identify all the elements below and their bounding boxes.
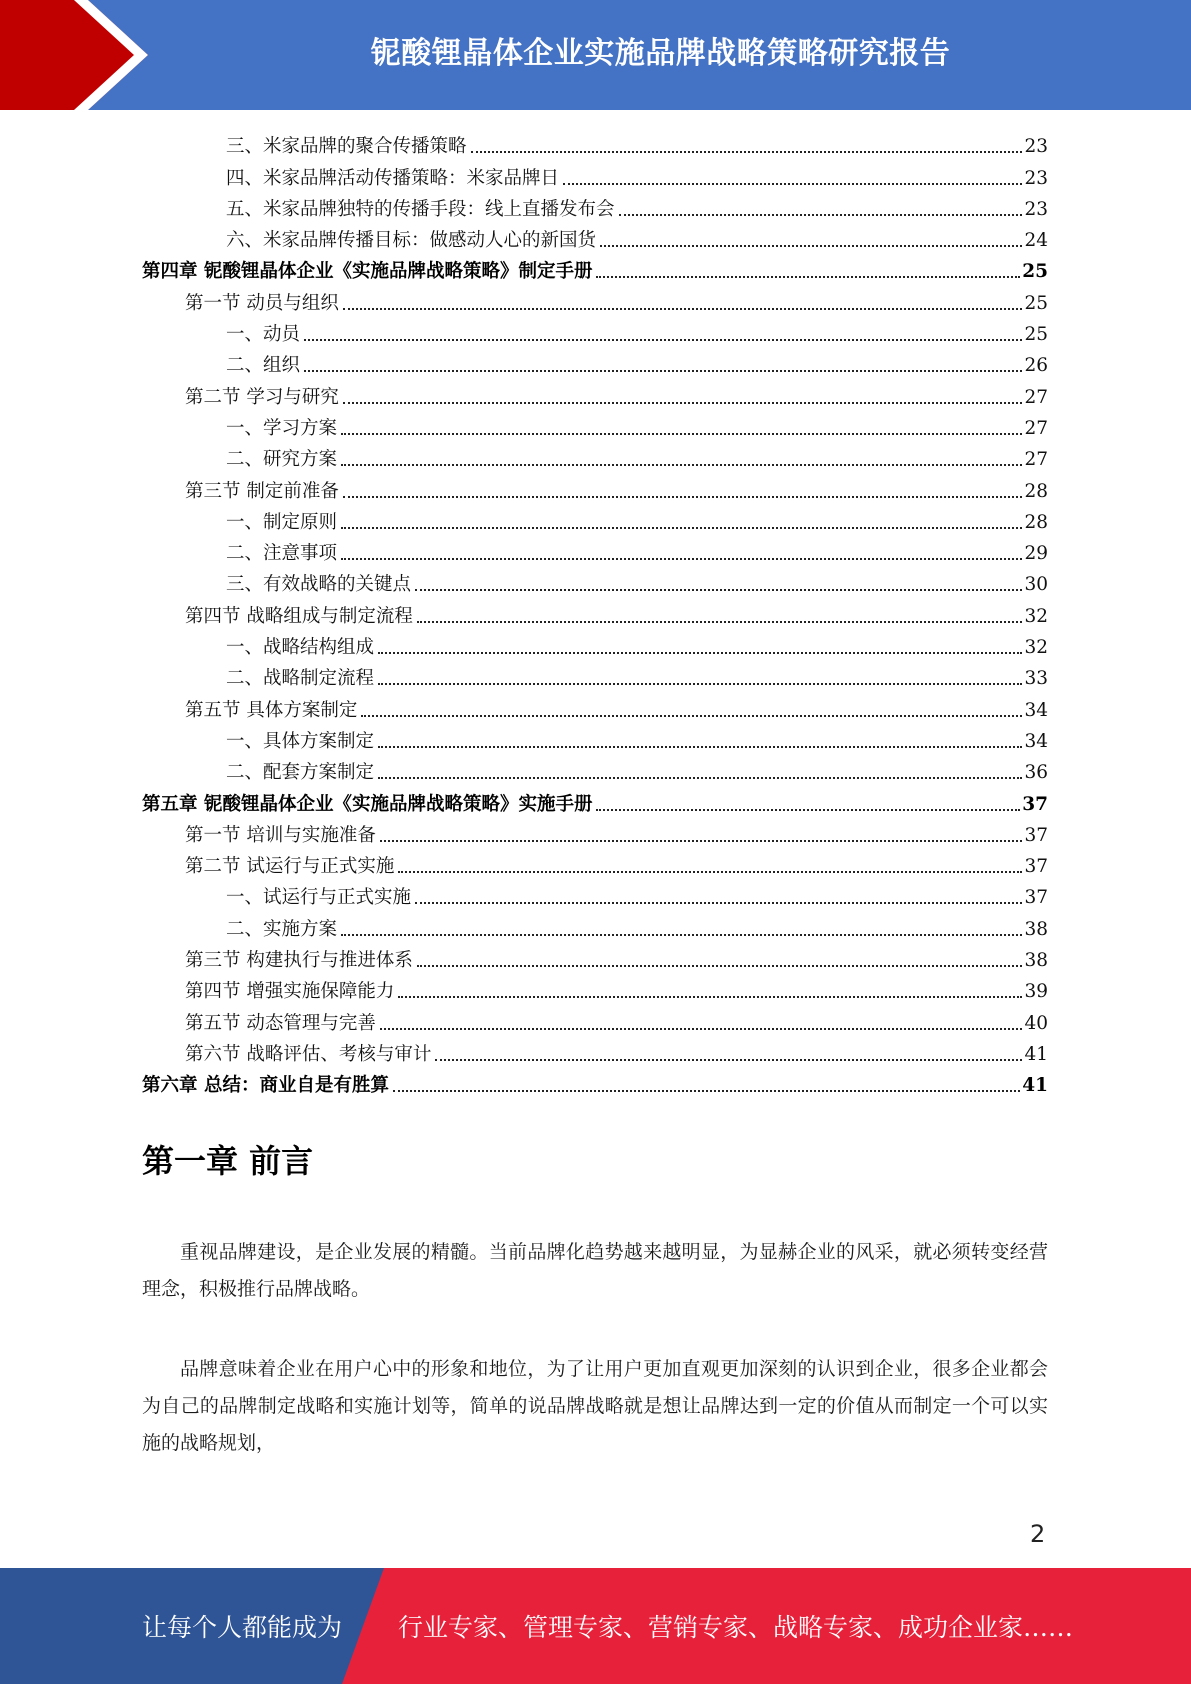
toc-subsection-entry[interactable] [142,221,1048,252]
toc-dot-leader [596,276,1020,278]
toc-entry-title: 四、米家品牌活动传播策略：米家品牌日 [226,167,560,189]
toc-page-number: 28 [1024,511,1048,533]
toc-page-number: 32 [1024,605,1048,627]
toc-dot-leader [417,965,1023,967]
toc-subsection-entry[interactable] [142,409,1048,440]
toc-dot-leader [378,746,1022,748]
toc-page-number: 27 [1024,386,1048,408]
toc-subsection-entry[interactable] [142,190,1048,221]
toc-page-number: 32 [1024,637,1048,659]
paragraph: 品牌意味着企业在用户心中的形象和地位，为了让用户更加直观更加深刻的认识到企业，很多企业都会为自己的品牌制定战略和实施计划等，简单的说品牌战略就是想让品牌达到一定的价值从而制定一个可以实施的战略规划， [142,1358,1048,1454]
header-red-chevron-decoration [0,0,160,110]
toc-entry-title: 二、配套方案制定 [226,762,375,784]
toc-page-number: 27 [1024,417,1048,439]
toc-entry-title: 第五节 动态管理与完善 [185,1012,376,1034]
toc-entry-title: 第六章 总结：商业自是有胜算 [142,1075,389,1097]
toc-dot-leader [393,1090,1020,1092]
toc-dot-leader [398,996,1022,998]
toc-dot-leader [380,1028,1023,1030]
toc-subsection-entry[interactable] [142,565,1048,596]
toc-entry-title: 二、组织 [226,355,301,377]
toc-entry-title: 第四节 战略组成与制定流程 [185,605,413,627]
toc-section-entry[interactable] [142,1035,1048,1066]
toc-entry-title: 第三节 制定前准备 [185,480,339,502]
toc-dot-leader [619,214,1023,216]
toc-dot-leader [343,308,1023,310]
toc-subsection-entry[interactable] [142,346,1048,377]
toc-dot-leader [341,934,1022,936]
toc-page-number: 25 [1024,292,1048,314]
toc-section-entry[interactable] [142,471,1048,502]
toc-dot-leader [343,402,1023,404]
toc-entry-title: 第一节 培训与实施准备 [185,824,376,846]
toc-entry-title: 三、有效战略的关键点 [226,574,412,596]
toc-entry-title: 第五节 具体方案制定 [185,699,358,721]
toc-dot-leader [361,715,1022,717]
toc-page-number: 26 [1024,355,1048,377]
toc-entry-title: 第二节 学习与研究 [185,386,339,408]
toc-dot-leader [378,683,1022,685]
toc-subsection-entry[interactable] [142,722,1048,753]
toc-dot-leader [600,245,1022,247]
toc-subsection-entry[interactable] [142,440,1048,471]
toc-subsection-entry[interactable] [142,878,1048,909]
toc-entry-title: 三、米家品牌的聚合传播策略 [226,136,467,158]
toc-entry-title: 第四节 增强实施保障能力 [185,981,395,1003]
toc-page-number: 41 [1024,1043,1048,1065]
toc-entry-title: 一、制定原则 [226,511,338,533]
toc-subsection-entry[interactable] [142,158,1048,189]
toc-page-number: 23 [1024,198,1048,220]
toc-section-entry[interactable] [142,283,1048,314]
toc-section-entry[interactable] [142,941,1048,972]
toc-page-number: 23 [1024,167,1048,189]
toc-dot-leader [341,558,1022,560]
toc-entry-title: 一、战略结构组成 [226,637,375,659]
toc-section-entry[interactable] [142,596,1048,627]
toc-dot-leader [596,809,1020,811]
toc-chapter-entry[interactable] [142,252,1048,283]
toc-dot-leader [415,902,1022,904]
toc-section-entry[interactable] [142,1003,1048,1034]
toc-entry-title: 第一节 动员与组织 [185,292,339,314]
toc-page-number: 38 [1024,950,1048,972]
toc-page-number: 37 [1024,887,1048,909]
toc-section-entry[interactable] [142,816,1048,847]
toc-entry-title: 二、注意事项 [226,543,338,565]
toc-entry-title: 第六节 战略评估、考核与审计 [185,1043,432,1065]
toc-page-number: 37 [1022,793,1048,815]
toc-page-number: 30 [1024,574,1048,596]
toc-dot-leader [341,527,1022,529]
toc-page-number: 38 [1024,918,1048,940]
footer-slogan-left: 让每个人都能成为 [142,1613,343,1642]
toc-entry-title: 一、动员 [226,324,301,346]
toc-section-entry[interactable] [142,847,1048,878]
toc-entry-title: 一、具体方案制定 [226,730,375,752]
toc-chapter-entry[interactable] [142,784,1048,815]
toc-page-number: 39 [1024,981,1048,1003]
toc-dot-leader [341,464,1022,466]
page-footer [0,1568,1191,1684]
toc-subsection-entry[interactable] [142,628,1048,659]
toc-dot-leader [417,621,1023,623]
toc-section-entry[interactable] [142,972,1048,1003]
page-header [0,0,1191,110]
document-title: 铌酸锂晶体企业实施品牌战略策略研究报告 [370,36,951,71]
toc-page-number: 34 [1024,730,1048,752]
toc-subsection-entry[interactable] [142,659,1048,690]
toc-entry-title: 一、试运行与正式实施 [226,887,412,909]
toc-entry-title: 第二节 试运行与正式实施 [185,856,395,878]
toc-page-number: 37 [1024,824,1048,846]
toc-subsection-entry[interactable] [142,315,1048,346]
toc-chapter-entry[interactable] [142,1066,1048,1097]
toc-page-number: 36 [1024,762,1048,784]
toc-page-number: 25 [1022,261,1048,283]
toc-page-number: 37 [1024,856,1048,878]
toc-dot-leader [415,589,1022,591]
footer-slogan-right: 行业专家、管理专家、营销专家、战略专家、成功企业家…… [398,1613,1074,1642]
toc-dot-leader [304,370,1022,372]
toc-dot-leader [563,183,1022,185]
toc-dot-leader [343,496,1023,498]
chapter-title: 第一章 前言 [142,1142,314,1180]
toc-subsection-entry[interactable] [142,534,1048,565]
toc-page-number: 24 [1024,230,1048,252]
toc-page-number: 28 [1024,480,1048,502]
toc-subsection-entry[interactable] [142,127,1048,158]
toc-entry-title: 第四章 铌酸锂晶体企业《实施品牌战略策略》制定手册 [142,261,593,283]
toc-entry-title: 二、实施方案 [226,918,338,940]
paragraph: 重视品牌建设，是企业发展的精髓。当前品牌化趋势越来越明显，为显赫企业的风采，就必须转变经营理念，积极推行品牌战略。 [142,1241,1048,1300]
toc-entry-title: 二、战略制定流程 [226,668,375,690]
toc-page-number: 29 [1024,543,1048,565]
toc-page-number: 25 [1024,324,1048,346]
toc-entry-title: 第三节 构建执行与推进体系 [185,950,413,972]
toc-section-entry[interactable] [142,377,1048,408]
toc-page-number: 27 [1024,449,1048,471]
toc-dot-leader [378,652,1022,654]
toc-dot-leader [341,433,1022,435]
toc-subsection-entry[interactable] [142,909,1048,940]
toc-page-number: 40 [1024,1012,1048,1034]
toc-page-number: 34 [1024,699,1048,721]
toc-page-number: 41 [1022,1075,1048,1097]
toc-dot-leader [380,840,1023,842]
toc-dot-leader [471,151,1023,153]
toc-page-number: 23 [1024,136,1048,158]
toc-dot-leader [304,339,1022,341]
toc-entry-title: 五、米家品牌独特的传播手段：线上直播发布会 [226,198,615,220]
toc-entry-title: 第五章 铌酸锂晶体企业《实施品牌战略策略》实施手册 [142,793,593,815]
toc-dot-leader [435,1059,1022,1061]
toc-subsection-entry[interactable] [142,503,1048,534]
toc-section-entry[interactable] [142,690,1048,721]
page-number: 2 [1030,1520,1046,1548]
toc-entry-title: 一、学习方案 [226,417,338,439]
toc-entry-title: 二、研究方案 [226,449,338,471]
toc-entry-title: 六、米家品牌传播目标：做感动人心的新国货 [226,230,597,252]
toc-page-number: 33 [1024,668,1048,690]
toc-dot-leader [378,777,1022,779]
toc-dot-leader [398,871,1022,873]
toc-subsection-entry[interactable] [142,753,1048,784]
table-of-contents [142,127,1048,1097]
